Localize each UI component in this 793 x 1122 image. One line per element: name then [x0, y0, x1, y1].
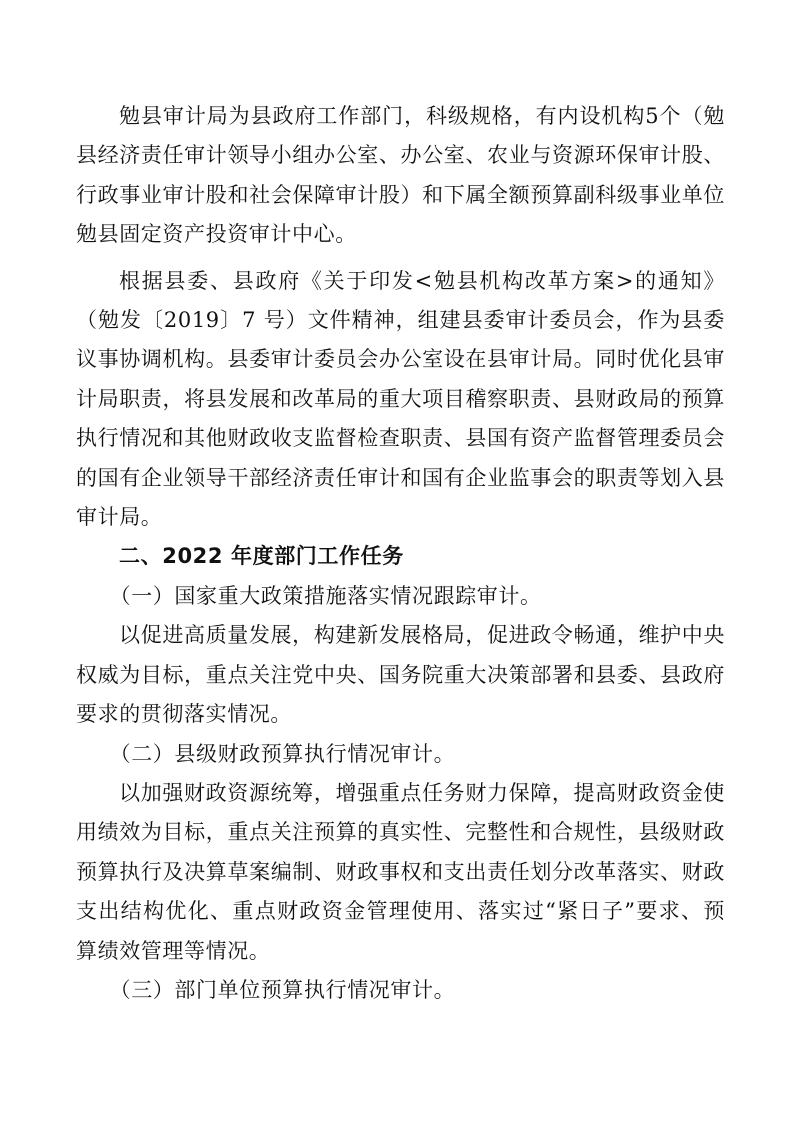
task-3-title: （三）部门单位预算执行情况审计。 — [109, 977, 456, 1002]
section-heading-work-tasks: 二、2022 年度部门工作任务 — [119, 544, 404, 569]
paragraph-institution-overview: 勉县审计局为县政府工作部门，科级规格，有内设机构5个（勉县经济责任审计领导小组办公室、办公室、农业与资源环保审计股、行政事业审计股和社会保障审计股）和下属全额预算副科级事业单位勉县固定资产投资审计中心。 — [76, 104, 725, 247]
task-2-body: 以加强财政资源统筹，增强重点任务财力保障，提高财政资金使用绩效为目标，重点关注预算的真实性、完整性和合规性，县级财政预算执行及决算草案编制、财政事权和支出责任划分改革落实、财政支出结构优化、重点财政资金管理使用、落实过“紧日子”要求、预算绩效管理等情况。 — [76, 780, 725, 963]
task-1-title: （一）国家重大政策措施落实情况跟踪审计。 — [109, 583, 542, 608]
paragraph-reform-description: 根据县委、县政府《关于印发<勉县机构改革方案>的通知》（勉发〔2019〕7 号）文件精神，组建县委审计委员会，作为县委议事协调机构。县委审计委员会办公室设在县审计局。同时优化县审计局职责，将县发展和改革局的重大项目稽察职责、县财政局的预算执行情况和其他财政收支监督检查职责、县国有资产监督管理委员会的国有企业领导干部经济责任审计和国有企业监事会的职责等划入县审计局。 — [76, 268, 725, 530]
task-1-body: 以促进高质量发展，构建新发展格局，促进政令畅通，维护中央权威为目标，重点关注党中央、国务院重大决策部署和县委、县政府要求的贯彻落实情况。 — [76, 623, 725, 727]
task-2-title: （二）县级财政预算执行情况审计。 — [109, 741, 456, 766]
